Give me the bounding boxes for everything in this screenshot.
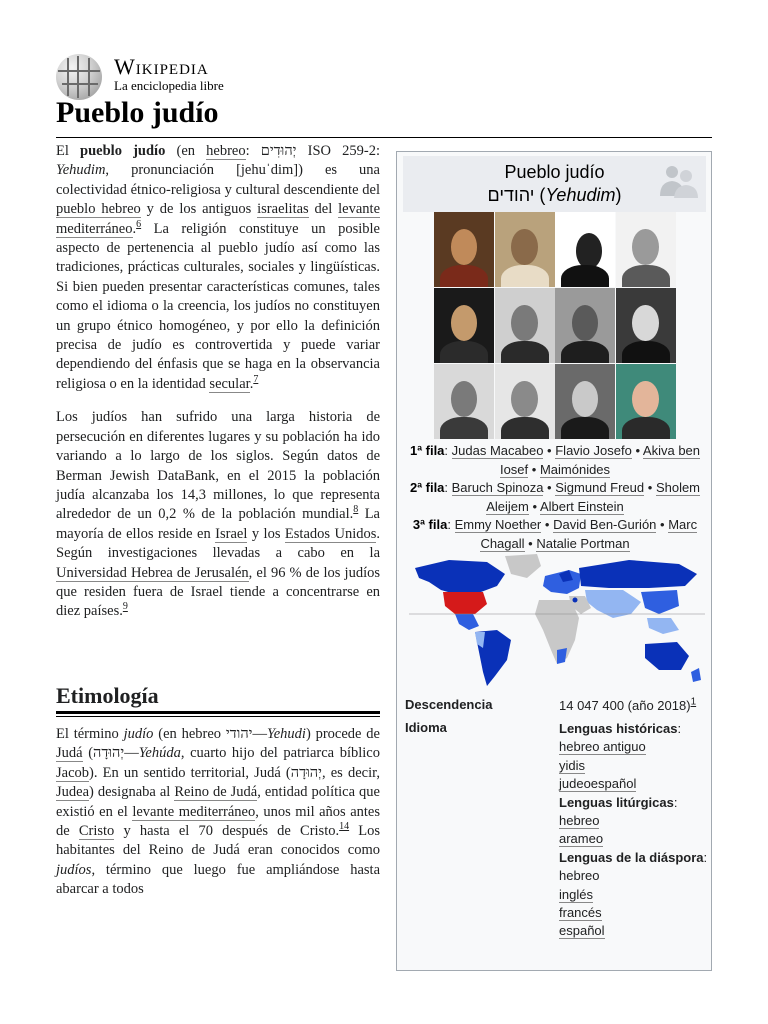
wikipedia-tagline: La enciclopedia libre [114, 78, 224, 93]
link-secular[interactable]: secular [209, 375, 250, 392]
portrait-akiva-ben-iosef [555, 212, 615, 287]
infobox-row-idioma [405, 720, 708, 939]
reference-9[interactable]: 9 [122, 601, 128, 613]
link-judeoespanol[interactable]: judeoespañol [559, 776, 637, 792]
link-estados-unidos[interactable]: Estados Unidos [284, 525, 377, 542]
reference-7[interactable]: 7 [253, 374, 259, 386]
link-pueblo-hebreo[interactable]: pueblo hebreo [56, 201, 141, 218]
link-akiva-ben-iosef[interactable]: Akiva ben Iosef [499, 443, 701, 477]
infobox-title: Pueblo judío [504, 162, 605, 182]
link-flavio-josefo[interactable]: Flavio Josefo [555, 443, 632, 458]
link-cristo[interactable]: Cristo [78, 823, 115, 840]
link-judas-macabeo[interactable]: Judas Macabeo [451, 443, 544, 458]
link-reino-de-juda[interactable]: Reino de Judá [174, 784, 258, 801]
idioma-label: Idioma [405, 720, 447, 735]
portrait-maimonides [616, 212, 676, 287]
wikipedia-wordmark: Wikipedia [114, 54, 209, 79]
link-hebreo-diaspora[interactable]: hebreo [559, 868, 600, 884]
section-heading-etimologia: Etimología [56, 683, 159, 708]
link-universidad-hebrea[interactable]: Universidad Hebrea de Jerusalén [56, 564, 249, 581]
portrait-marc-chagall [555, 364, 615, 439]
link-marc-chagall[interactable]: Marc Chagall [480, 517, 698, 551]
link-albert-einstein[interactable]: Albert Einstein [539, 498, 624, 514]
wikipedia-logo[interactable] [56, 54, 256, 98]
link-emmy-noether[interactable]: Emmy Noether [454, 517, 542, 533]
caption-row-3: 3ª fila: Emmy Noether • David Ben-Gurión • Marc Chagall • Natalie Portman [412, 517, 698, 551]
link-israel[interactable]: Israel [215, 525, 248, 542]
link-sholem-aleijem[interactable]: Sholem Aleijem [486, 480, 701, 514]
link-arameo[interactable]: arameo [559, 831, 604, 847]
link-hebreo-antiguo[interactable]: hebreo antiguo [559, 739, 646, 755]
section-divider-thin [56, 716, 380, 717]
reference-8[interactable]: 8 [353, 504, 359, 516]
portrait-emmy-noether [434, 364, 494, 439]
portrait-natalie-portman [616, 364, 676, 439]
reference-6[interactable]: 6 [136, 218, 142, 230]
descendencia-label: Descendencia [405, 697, 493, 712]
title-divider [56, 137, 712, 138]
descendencia-value: 14 047 400 (año 2018)$^1$ [559, 696, 697, 713]
caption-row-1: 1ª fila: Judas Macabeo • Flavio Josefo • Akiva ben Iosef • Maimónides [409, 443, 701, 477]
reference-1[interactable]: 1 [690, 696, 697, 708]
reference-14[interactable]: 14 [339, 821, 350, 833]
portrait-caption [403, 442, 707, 554]
link-levante-mediterraneo-2[interactable]: levante mediterráneo [132, 803, 256, 820]
idioma-values: Lenguas históricas: hebreo antiguo yidis judeoespañol Lenguas litúrgicas: hebreo arameo Lenguas de la diáspora: hebreo inglés francés español [559, 721, 708, 939]
intro-paragraph-2: Los judíos han sufrido una larga historia de persecución en diferentes lugares y su población ha ido variando a lo largo de los siglos. Según datos de Berman Jewish DataBank, en el 2015 la población judía alcanzaba los 14,3 millones, lo que representa alrededor de un 0,2 % de la población mundial.$^8$ La mayoría de ellos reside en Israel y los Estados Unidos. Según investigaciones llevadas a cabo en la Universidad Hebrea de Jerusalén, el 96 % de los judíos que residen fuera de Israel tiende a concentrarse en diez países.$^9$ [56, 409, 381, 620]
link-sigmund-freud[interactable]: Sigmund Freud [555, 480, 645, 496]
link-hebreo-liturgico[interactable]: hebreo [559, 813, 600, 829]
intro-paragraph-1: El pueblo judío (en hebreo: יְהוּדִים ISO 259-2: Yehudim, pronunciación [jehuˈdim]) es una colectividad étnico-religiosa y cultural descendiente del pueblo hebreo y de los antiguos israelitas del levante mediterráneo.$^6$ La religión constituye un posible aspecto de pertenencia al pueblo judío así como las tradiciones, prácticas culturales, sociales y lingüísticas. Si bien pueden presentar características comunes, tales como el idioma o la creencia, los judíos no constituyen un grupo étnico homogéneo, y por ello la definición precisa de judío es controvertida y puede variar dependiendo del énfasis que se haga en la observancia religiosa o en la identidad secular.$^7$ [56, 143, 381, 392]
link-hebreo[interactable]: hebreo [206, 143, 246, 159]
people-group-icon [658, 162, 700, 198]
infobox-row-descendencia [405, 696, 697, 713]
link-espanol[interactable]: español [559, 923, 605, 939]
link-yidis[interactable]: yidis [559, 757, 586, 773]
link-israelitas[interactable]: israelitas [257, 201, 309, 218]
link-maimonides[interactable]: Maimónides [539, 461, 611, 477]
link-frances[interactable]: francés [559, 905, 602, 921]
caption-row-2: 2ª fila: Baruch Spinoza • Sigmund Freud • Sholem Aleijem • Albert Einstein [409, 480, 701, 514]
portrait-judas-macabeo [434, 212, 494, 287]
etimologia-text: El término judío (en hebreo יהודי—Yehudi) procede de Judá (יְהוּדָה—Yehúda, cuarto hijo del patriarca bíblico Jacob). En un sentido territorial, Judá (יְהוּדָה, es decir, Judea) designaba al Reino de Judá, entidad política que existió en el levante mediterráneo, unos mil años antes de Cristo y hasta el 70 después de Cristo.$^{14}$ Los habitantes del Reino de Judá eran conocidos como judíos, término que luego fue ampliándose hasta abarcar a todos [56, 726, 381, 898]
infobox [396, 151, 712, 971]
world-distribution-map[interactable] [409, 552, 705, 692]
link-juda[interactable]: Judá [56, 745, 83, 762]
portrait-sholem-aleijem [555, 288, 615, 363]
link-judea[interactable]: Judea [56, 784, 90, 801]
portrait-albert-einstein [616, 288, 676, 363]
link-baruch-spinoza[interactable]: Baruch Spinoza [451, 480, 544, 496]
section-divider-thick [56, 711, 380, 714]
portrait-collage[interactable] [434, 212, 676, 440]
link-ingles[interactable]: inglés [559, 886, 593, 902]
link-natalie-portman[interactable]: Natalie Portman [536, 535, 630, 551]
infobox-subtitle: יהודים (Yehudim) [487, 185, 622, 205]
puzzle-globe-icon [56, 54, 102, 100]
portrait-david-ben-gurion [495, 364, 555, 439]
portrait-baruch-spinoza [434, 288, 494, 363]
link-jacob[interactable]: Jacob [56, 764, 90, 781]
link-david-ben-gurion[interactable]: David Ben-Gurión [553, 517, 657, 533]
page-title: Pueblo judío [56, 96, 219, 129]
link-levante-mediterraneo[interactable]: levante mediterráneo [56, 201, 381, 237]
portrait-flavio-josefo [495, 212, 555, 287]
portrait-sigmund-freud [495, 288, 555, 363]
infobox-header [403, 156, 706, 212]
intro-text [56, 142, 380, 622]
